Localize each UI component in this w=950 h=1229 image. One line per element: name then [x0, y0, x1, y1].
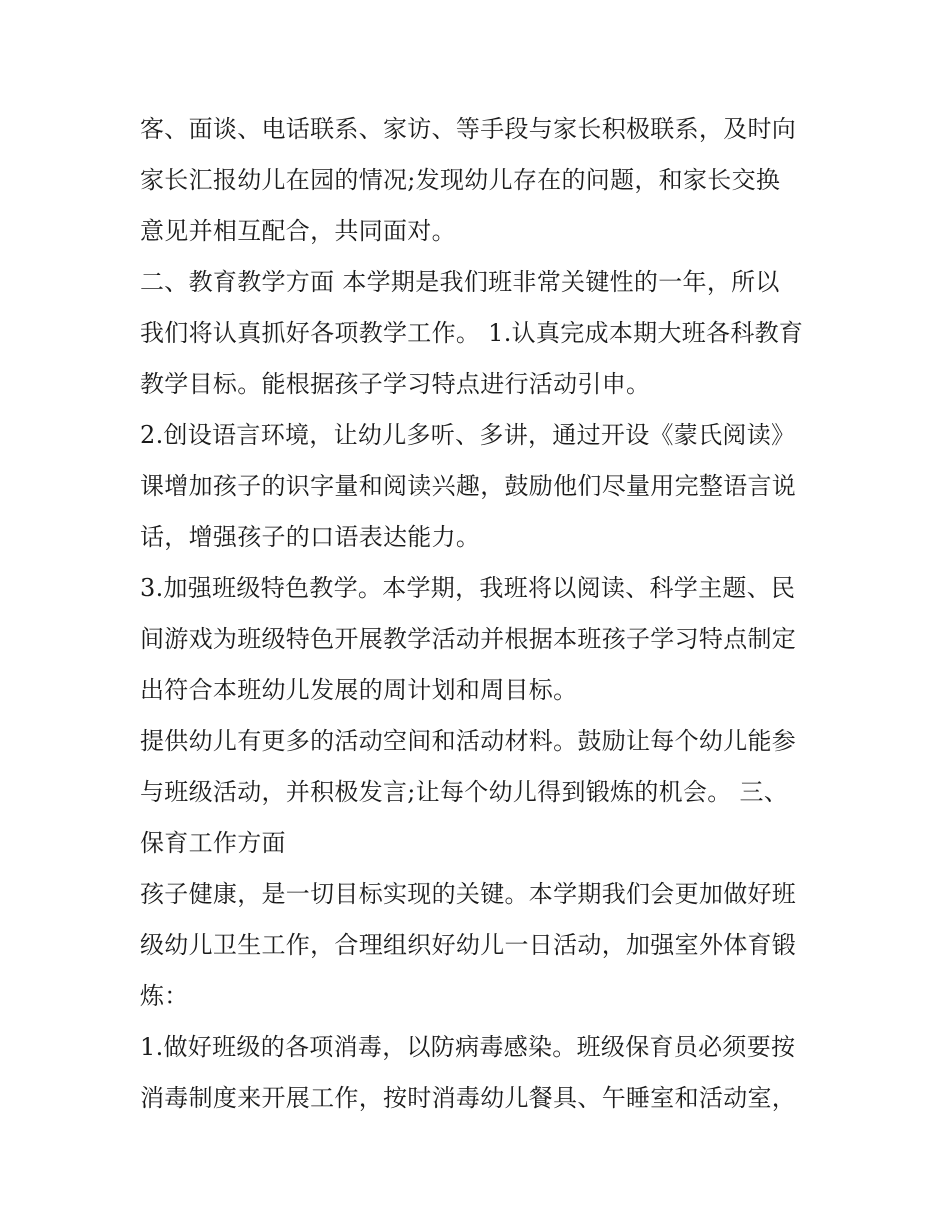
text-line: 客、面谈、电话联系、家访、等手段与家长积极联系，及时向	[140, 115, 797, 143]
text-line: 炼：	[140, 982, 189, 1010]
text-line: 级幼儿卫生工作，合理组织好幼儿一日活动，加强室外体育锻	[140, 931, 797, 959]
section-heading-line: 保育工作方面	[140, 829, 286, 857]
text-line: 2.创设语言环境，让幼儿多听、多讲，通过开设《蒙氏阅读》	[140, 421, 796, 449]
text-line: 1.做好班级的各项消毒，以防病毒感染。班级保育员必须要按	[140, 1033, 796, 1061]
text-line: 意见并相互配合，共同面对。	[140, 217, 456, 245]
text-line: 消毒制度来开展工作，按时消毒幼儿餐具、午睡室和活动室，	[140, 1084, 797, 1112]
text-line: 教学目标。能根据孩子学习特点进行活动引申。	[140, 370, 651, 398]
text-line: 课增加孩子的识字量和阅读兴趣，鼓励他们尽量用完整语言说	[140, 472, 797, 500]
section-heading-line: 二、教育教学方面 本学期是我们班非常关键性的一年，所以	[140, 268, 780, 296]
text-line: 孩子健康，是一切目标实现的关键。本学期我们会更加做好班	[140, 880, 797, 908]
text-line: 家长汇报幼儿在园的情况;发现幼儿存在的问题，和家长交换	[140, 166, 781, 194]
text-line: 我们将认真抓好各项教学工作。 1.认真完成本期大班各科教育	[140, 319, 804, 347]
text-line: 3.加强班级特色教学。本学期，我班将以阅读、科学主题、民	[140, 574, 796, 602]
text-line: 出符合本班幼儿发展的周计划和周目标。	[140, 676, 578, 704]
document-body	[140, 108, 820, 1128]
text-line: 与班级活动，并积极发言;让每个幼儿得到锻炼的机会。 三、	[140, 778, 789, 806]
text-line: 话，增强孩子的口语表达能力。	[140, 523, 481, 551]
text-line: 提供幼儿有更多的活动空间和活动材料。鼓励让每个幼儿能参	[140, 727, 797, 755]
text-line: 间游戏为班级特色开展教学活动并根据本班孩子学习特点制定	[140, 625, 797, 653]
